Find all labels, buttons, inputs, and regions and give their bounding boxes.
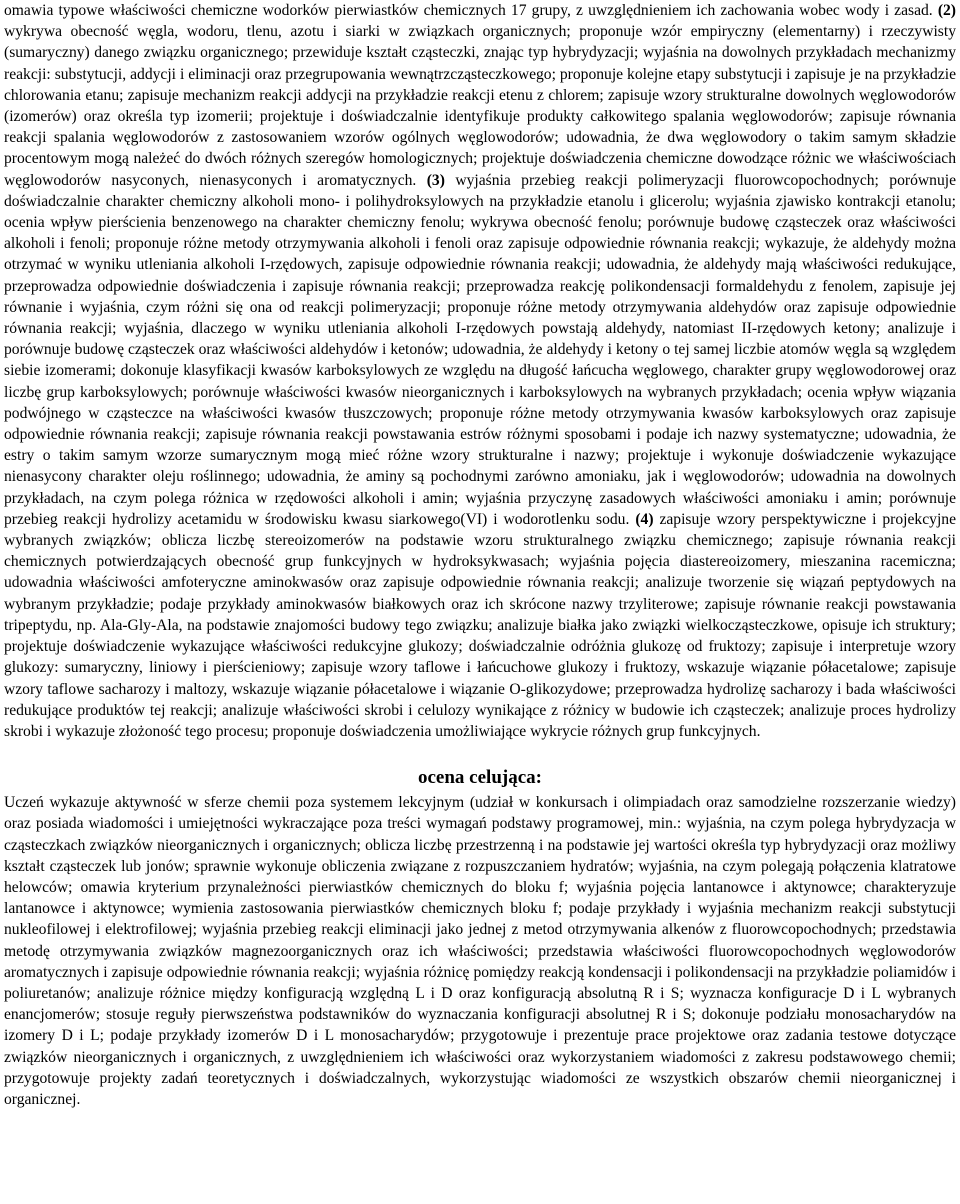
- item-marker-3: (3): [426, 171, 445, 189]
- paragraph-text-part-3: wyjaśnia przebieg reakcji polimeryzacji fluorowcopochodnych; porównuje doświadczalnie charakter chemiczny alkoholi mono- i polihydroksylowych na przykładzie etanolu i glicerolu; wyjaśnia zjawisko kontrakcji etanolu; ocenia wpływ pierścienia benzenowego na charakter chemiczny fenolu; wykrywa obecność fenolu; porównuje budowę cząsteczek oraz właściwości alkoholi i fenoli; proponuje różne metody otrzymywania alkoholi i fenoli oraz zapisuje odpowiednie równania reakcji; wykazuje, że aldehydy można otrzymać w wyniku utleniania alkoholi I-rzędowych, zapisuje odpowiednie równania reakcji; udowadnia, że aldehydy mają właściwości redukujące, przeprowadza odpowiednie doświadczenia i zapisuje równania reakcji; przeprowadza reakcję polikondensacji formaldehydu z fenolem, zapisuje jej równanie i wyjaśnia, czym różni się ona od reakcji polimeryzacji; proponuje różne metody otrzymywania aldehydów oraz zapisuje odpowiednie równania reakcji; wyjaśnia, dlaczego w wyniku utleniania alkoholi I-rzędowych powstają aldehydy, natomiast II-rzędowych ketony; analizuje i porównuje budowę cząsteczek oraz właściwości aldehydów i ketonów; udowadnia, że aldehydy i ketony o tej samej liczbie atomów węgla są względem siebie izomerami; dokonuje klasyfikacji kwasów karboksylowych ze względu na długość łańcucha węglowego, charakter grupy węglowodorowej oraz liczbę grup karboksylowych; porównuje właściwości kwasów nieorganicznych i karboksylowych na wybranych przykładach; ocenia wpływ wiązania podwójnego w cząsteczce na właściwości kwasów tłuszczowych; proponuje różne metody otrzymywania kwasów karboksylowych oraz zapisuje odpowiednie równania reakcji; zapisuje równania reakcji powstawania estrów różnymi sposobami i podaje ich nazwy systematyczne; udowadnia, że estry o takim samym wzorze sumarycznym mogą mieć różne wzory strukturalne i nazwy; projektuje i wykonuje doświadczenie wykazujące nienasycony charakter oleju roślinnego; udowadnia, że aminy są pochodnymi zarówno amoniaku, jak i węglowodorów; udowadnia na dowolnych przykładach, na czym polega różnica w rzędowości alkoholi i amin; wyjaśnia przyczynę zasadowych właściwości amoniaku i amin; porównuje przebieg reakcji hydrolizy acetamidu w środowisku kwasu siarkowego(VI) i wodorotlenku sodu.: [4, 171, 956, 528]
- paragraph-text-part-4: zapisuje wzory perspektywiczne i projekcyjne wybranych związków; oblicza liczbę stereoizomerów na podstawie wzoru strukturalnego związku chemicznego; zapisuje równania reakcji chemicznych potwierdzających obecność grup funkcyjnych w hydroksykwasach; wyjaśnia pojęcia diastereoizomery, mieszanina racemiczna; udowadnia właściwości amfoteryczne aminokwasów oraz zapisuje odpowiednie równania reakcji; analizuje tworzenie się wiązań peptydowych na wybranym przykładzie; podaje przykłady aminokwasów białkowych oraz ich skrócone nazwy trzyliterowe; zapisuje równanie reakcji powstawania tripeptydu, np. Ala-Gly-Ala, na podstawie znajomości budowy tego związku; analizuje białka jako związki wielkocząsteczkowe, opisuje ich struktury; projektuje doświadczenie wykazujące właściwości redukcyjne glukozy; doświadczalnie odróżnia glukozę od fruktozy; zapisuje i interpretuje wzory glukozy: sumaryczny, liniowy i pierścieniowy; zapisuje wzory taflowe i łańcuchowe glukozy i fruktozy, wskazuje wiązanie półacetalowe; zapisuje wzory taflowe sacharozy i maltozy, wskazuje wiązanie półacetalowe i wiązanie O-glikozydowe; przeprowadza hydrolizę sacharozy i bada właściwości redukujące produktów tej reakcji; analizuje właściwości skrobi i celulozy wynikające z różnicy w budowie ich cząsteczek; analizuje proces hydrolizy skrobi i wykazuje złożoność tego procesu; proponuje doświadczenia umożliwiające wykrycie różnych grup funkcyjnych.: [4, 510, 956, 740]
- paragraph-text-part-2: wykrywa obecność węgla, wodoru, tlenu, azotu i siarki w związkach organicznych; proponuje wzór empiryczny (elementarny) i rzeczywisty (sumaryczny) danego związku organicznego; przewiduje kształt cząsteczki, znając typ hybrydyzacji; wyjaśnia na dowolnych przykładach mechanizmy reakcji: substytucji, addycji i eliminacji oraz przegrupowania wewnątrzcząsteczkowego; proponuje kolejne etapy substytucji i zapisuje je na przykładzie chlorowania etanu; zapisuje mechanizm reakcji addycji na przykładzie reakcji etenu z chlorem; zapisuje wzory strukturalne dowolnych węglowodorów (izomerów) oraz określa typ izomerii; projektuje i doświadczalnie identyfikuje produkty całkowitego spalania węglowodorów; zapisuje równania reakcji spalania węglowodorów z zastosowaniem wzorów ogólnych węglowodorów; udowadnia, że dwa węglowodory o takim samym składzie procentowym mogą należeć do dwóch różnych szeregów homologicznych; projektuje doświadczenia chemiczne dowodzące różnic we właściwościach węglowodorów nasyconych, nienasyconych i aromatycznych.: [4, 23, 956, 189]
- requirements-paragraph: [4, 0, 956, 742]
- celujaca-paragraph: Uczeń wykazuje aktywność w sferze chemii poza systemem lekcyjnym (udział w konkursach i olimpiadach oraz samodzielne rozszerzanie wiedzy) oraz posiada wiadomości i umiejętności wykraczające poza treści wymagań podstawy programowej, min.: wyjaśnia, na czym polega hybrydyzacja w cząsteczkach związków nieorganicznych i organicznych; oblicza liczbę przestrzenną i na podstawie jej wartości określa typ hybrydyzacji oraz możliwy kształt cząsteczek lub jonów; sprawnie wykonuje obliczenia związane z rozpuszczaniem hydratów; wyjaśnia, na czym polegają połączenia klatratowe helowców; omawia kryterium przynależności pierwiastków chemicznych do bloku f; wyjaśnia pojęcia lantanowce i aktynowce; charakteryzuje lantanowce i aktynowce; wymienia zastosowania pierwiastków chemicznych bloku f; podaje przykłady i wyjaśnia mechanizm reakcji substytucji nukleofilowej i elektrofilowej; wyjaśnia przebieg reakcji eliminacji jako jednej z metod otrzymywania alkenów z fluorowcopochodnych; przedstawia metodę otrzymywania związków magnezoorganicznych oraz ich właściwości; przedstawia właściwości fluorowcopochodnych węglowodorów aromatycznych i zapisuje odpowiednie równania reakcji; wyjaśnia różnicę pomiędzy reakcją kondensacji i polikondensacji na przykładzie poliamidów i poliuretanów; analizuje różnice między konfiguracją względną L i D oraz konfiguracją absolutną R i S; wyznacza konfiguracje D i L wybranych enancjomerów; stosuje reguły pierwszeństwa podstawników do wyznaczania konfiguracji absolutnej R i S; dokonuje podziału monosacharydów na izomery D i L; podaje przykłady izomerów D i L monosacharydów; przygotowuje i prezentuje prace projektowe oraz zadania testowe dotyczące związków nieorganicznych i organicznych, z uwzględnieniem ich właściwości oraz wykorzystaniem wiadomości z zakresu podstawowego chemii; przygotowuje projekty zadań teoretycznych i doświadczalnych, wykorzystując wiadomości ze wszystkich obszarów chemii nieorganicznej i organicznej.: [4, 794, 956, 1108]
- paragraph-text-part-1: omawia typowe właściwości chemiczne wodorków pierwiastków chemicznych 17 grupy, z uwzględnieniem ich zachowania wobec wody i zasad.: [4, 2, 938, 19]
- item-marker-4: (4): [635, 510, 654, 528]
- grade-heading-celujaca: ocena celująca:: [418, 767, 542, 789]
- item-marker-2: (2): [937, 2, 956, 19]
